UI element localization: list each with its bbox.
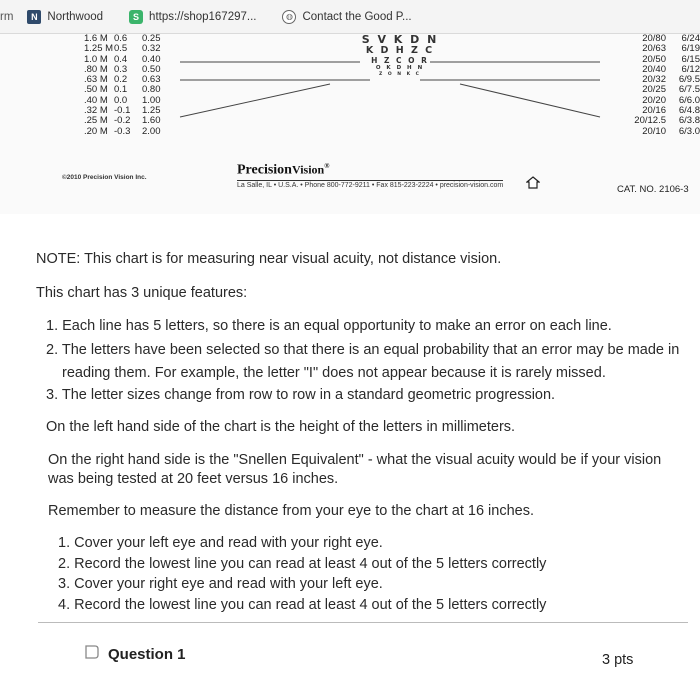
metric-row: 1.6 M 0.6 0.25: [84, 34, 161, 44]
letter-row: H Z C O R: [371, 56, 429, 65]
question-points: 3 pts: [602, 652, 634, 668]
brand-name-sub: Vision: [291, 162, 325, 177]
flag-icon[interactable]: [84, 644, 100, 660]
snellen-row: 20/40 6/12: [642, 63, 700, 75]
feature-item: 1. Each line has 5 letters, so there is an equal opportunity to make an error on each line.: [46, 318, 612, 334]
letter-row: O K D H N: [375, 65, 425, 71]
metric-row: .50 M 0.1 0.80: [84, 84, 161, 96]
question-body: [0, 214, 700, 690]
bookmarks-bar: [0, 0, 700, 34]
bookmark-label: Northwood: [47, 10, 104, 23]
bookmark-label: Contact the Good P...: [302, 10, 412, 23]
feature-item: 2. The letters have been selected so that there is an equal probability that an error may be made in: [46, 342, 680, 358]
metric-row: .20 M -0.3 2.00: [84, 125, 161, 137]
right-side-text-continued: was being tested at 20 feet versus 16 inches.: [48, 471, 339, 487]
right-side-text: On the right hand side is the "Snellen Equivalent" - what the visual acuity would be if your vision: [48, 452, 662, 468]
remember-text: Remember to measure the distance from your eye to the chart at 16 inches.: [48, 503, 534, 519]
metric-row: .80 M 0.3 0.50: [84, 63, 161, 75]
northwood-logo-icon: N: [27, 10, 41, 24]
bookmark-contact[interactable]: [282, 10, 411, 24]
bookmark-shop[interactable]: [129, 10, 256, 24]
metric-row: .63 M 0.2 0.63: [84, 74, 161, 86]
bookmark-label: https://shop167297...: [149, 10, 257, 23]
snellen-row: 20/32 6/9.5: [642, 74, 700, 86]
step-item: 1. Cover your left eye and read with your right eye.: [58, 535, 383, 551]
snellen-row: 20/80 6/24: [642, 34, 700, 44]
left-side-text: On the left hand side of the chart is the height of the letters in millimeters.: [46, 419, 516, 435]
question-title: Question 1: [108, 646, 186, 663]
snellen-row: 20/50 6/15: [642, 53, 700, 65]
snellen-row: 20/16 6/4.8: [642, 105, 700, 117]
letter-size-column: [84, 34, 161, 137]
snellen-row: 20/10 6/3.0: [642, 125, 700, 137]
bookmark-northwood[interactable]: [27, 10, 103, 24]
snellen-row: 20/12.5 6/3.8: [634, 115, 700, 127]
feature-item-continued: reading them. For example, the letter "I" does not appear because it is rarely missed.: [62, 365, 606, 381]
letter-row: Z O N K C: [379, 72, 421, 77]
section-divider: [38, 622, 688, 623]
bookmark-truncated[interactable]: rm: [0, 10, 14, 23]
snellen-row: 20/63 6/19: [642, 43, 700, 55]
note-text: NOTE: This chart is for measuring near visual acuity, not distance vision.: [36, 251, 502, 267]
metric-row: 1.0 M 0.4 0.40: [84, 53, 161, 65]
step-item: 3. Cover your right eye and read with your left eye.: [58, 576, 383, 592]
near-vision-chart-image: [0, 34, 700, 214]
copyright-text: ©2010 Precision Vision Inc.: [62, 174, 147, 181]
question-1-header: [60, 630, 700, 690]
step-item: 4. Record the lowest line you can read at least 4 out of the 5 letters correctly: [58, 597, 547, 613]
metric-row: 1.25 M0.5 0.32: [84, 43, 161, 55]
feature-item: 3. The letter sizes change from row to row in a standard geometric progression.: [46, 387, 556, 403]
brand-name-main: Precision: [237, 162, 292, 178]
letter-row: S V K D N: [361, 34, 439, 46]
house-icon: [526, 176, 540, 189]
catalog-number: CAT. NO. 2106-3: [617, 184, 689, 195]
brand-address: La Salle, IL • U.S.A. • Phone 800-772-9211 • Fax 815-223-2224 • precision-vision.com: [237, 181, 504, 189]
precision-vision-logo: [237, 162, 503, 189]
features-intro: This chart has 3 unique features:: [36, 285, 248, 301]
letter-rows: [340, 34, 460, 78]
snellen-row: 20/25 6/7.5: [642, 84, 700, 96]
letter-row: K D H Z C: [365, 45, 435, 56]
shop-icon: S: [129, 10, 143, 24]
globe-icon: ◍: [282, 10, 296, 24]
snellen-row: 20/20 6/6.0: [642, 94, 700, 106]
metric-row: .40 M 0.0 1.00: [84, 94, 161, 106]
step-item: 2. Record the lowest line you can read at least 4 out of the 5 letters correctly: [58, 556, 547, 572]
registered-mark: ®: [324, 162, 330, 170]
snellen-column: [628, 34, 700, 137]
metric-row: .32 M -0.1 1.25: [84, 105, 161, 117]
metric-row: .25 M -0.2 1.60: [84, 115, 161, 127]
